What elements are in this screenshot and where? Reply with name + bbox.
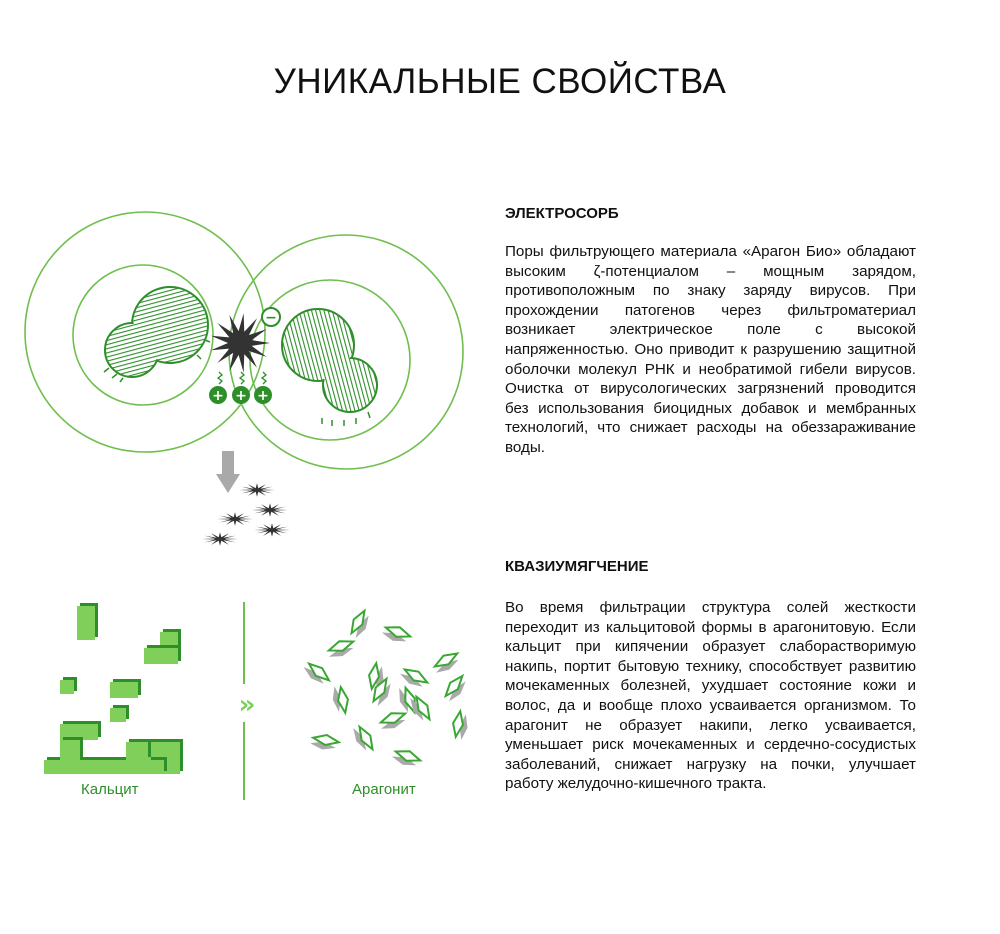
- virus-debris: [202, 483, 290, 546]
- aragonite-crystal: [301, 659, 332, 688]
- aragonite-label: Арагонит: [352, 781, 416, 798]
- aragonite-crystal: [377, 709, 408, 733]
- aragonite-crystal: [441, 673, 470, 704]
- softening-diagram: [44, 602, 470, 800]
- page-title: УНИКАЛЬНЫЕ СВОЙСТВА: [273, 62, 727, 101]
- section-heading-electrosorb: ЭЛЕКТРОСОРБ: [505, 205, 619, 222]
- calcite-crystal: [60, 737, 83, 760]
- virus-fragment: [254, 523, 290, 537]
- positive-charge-icon: [254, 386, 272, 404]
- calcite-label: Кальцит: [81, 781, 139, 798]
- aragonite-crystal: [325, 637, 356, 661]
- calcite-crystal: [144, 645, 181, 664]
- charge-squiggles: [218, 372, 266, 384]
- section-text-electrosorb: Поры фильтрующего материала «Арагон Био» обладают высоким ζ-потенциалом – мощным зарядом, противоположным по знаку заряду вирусов. При прохождении патогенов через фильтроматериал возникает электрическое поле с высокой напряженностью. Оно приводит к разрушению защитной оболочки молекул РНК и необратимой гибели вирусов. Очистка от вирусологических загрязнений проводится без использования биоцидных добавок и мембранных технологий, что снижает расходы на обеззараживание воды.: [505, 243, 916, 456]
- aragonite-crystal: [309, 732, 339, 752]
- section-heading-softening: КВАЗИУМЯГЧЕНИЕ: [505, 558, 649, 575]
- virus-left: [104, 287, 210, 382]
- aragonite-crystals: [301, 608, 470, 770]
- aragonite-crystal: [331, 684, 351, 714]
- virus-fragment: [239, 483, 275, 497]
- svg-text:+: +: [212, 388, 224, 404]
- section-text-softening: Во время фильтрации структура солей жесткости переходит из кальцитовой формы в арагонитовую. Если кальцит при кипячении образует слаборастворимую накипь, портит бытовую технику, способствует развитию мочекаменных болезней, ухудшает состояние кожи и волос, да и вообще плохо усваивается организмом. То арагонит не образует накипи, легко усваивается, уменьшает риск мочекаменных и сердечно-сосудистых заболеваний, снижает нагрузку на почки, улучшает работу желудочно-кишечного тракта.: [505, 599, 916, 793]
- aragonite-crystal: [450, 710, 470, 740]
- virus-right: [282, 309, 377, 426]
- aragonite-crystal: [350, 723, 377, 755]
- aragonite-crystal: [398, 664, 430, 691]
- virus-fragment: [252, 503, 288, 517]
- aragonite-crystal: [346, 608, 373, 640]
- svg-text:+: +: [235, 388, 247, 404]
- calcite-crystal: [110, 679, 141, 698]
- calcite-crystal: [77, 603, 98, 640]
- down-arrow-icon: [216, 451, 240, 493]
- svg-text:−: −: [265, 310, 277, 326]
- calcite-crystal: [126, 739, 151, 760]
- virus-fragment: [202, 532, 238, 546]
- calcite-crystal: [110, 705, 129, 722]
- positive-charge-icon: [232, 386, 250, 404]
- transition-arrow-icon: »: [238, 690, 256, 720]
- electrosorb-diagram: [25, 212, 463, 546]
- calcite-crystal: [60, 677, 77, 694]
- positive-charge-icon: [209, 386, 227, 404]
- calcite-crystal: [96, 757, 129, 774]
- negative-charge-icon: [262, 308, 280, 326]
- calcite-crystals: [44, 603, 183, 774]
- svg-text:+: +: [257, 388, 269, 404]
- aragonite-crystal: [380, 622, 411, 646]
- aragonite-crystal: [431, 649, 463, 676]
- aragonite-crystal: [390, 746, 421, 770]
- virus-fragment: [217, 512, 253, 526]
